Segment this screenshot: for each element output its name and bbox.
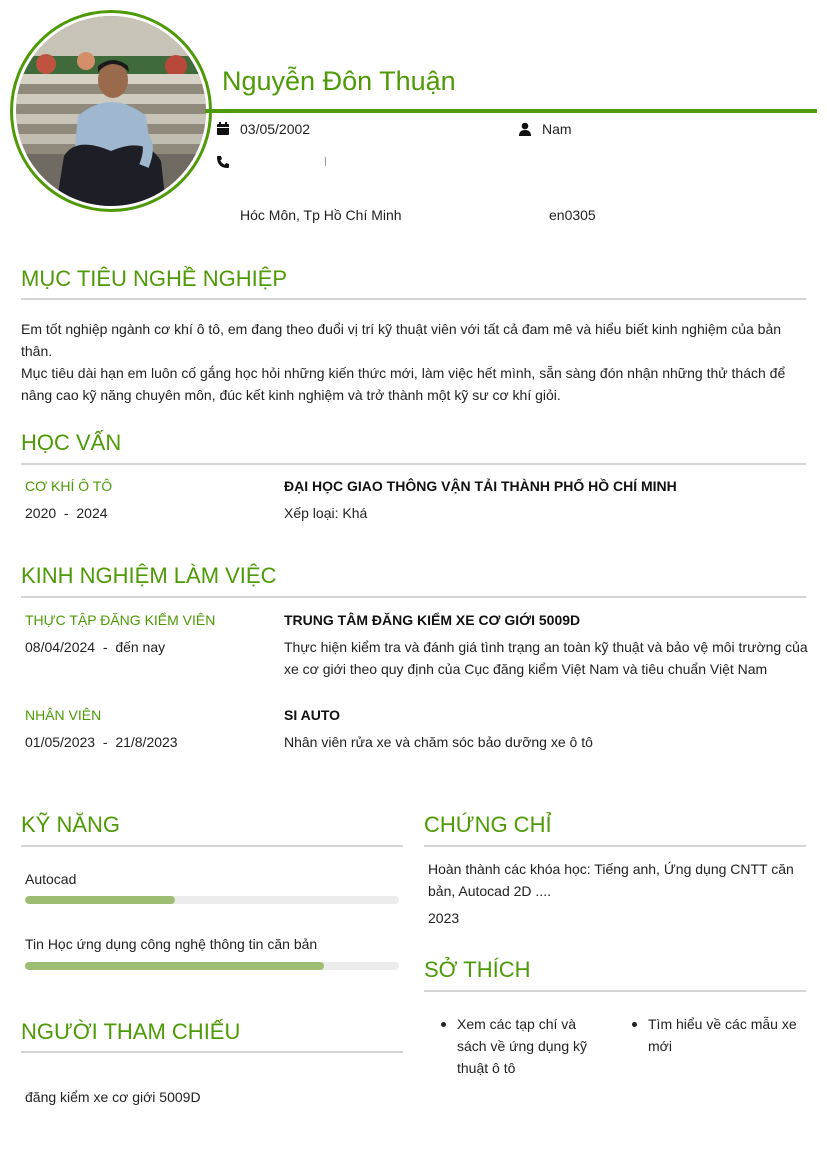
skill-bar-fill-1 <box>25 896 175 904</box>
hobby-item-1 <box>439 1013 609 1079</box>
skills-title: KỸ NĂNG <box>21 812 121 837</box>
experience-description-1: Thực hiện kiểm tra và đánh giá tình trạng an toàn kỹ thuật và bảo vệ môi trường của xe cơ giới theo quy định của Cục đăng kiểm Việt Nam và tiêu chuẩn Việt Nam <box>284 639 808 677</box>
certificate-year: 2023 <box>428 910 460 926</box>
skill-name-1: Autocad <box>25 871 77 887</box>
experience-start-2: 01/05/2023 <box>25 734 96 750</box>
experience-dates-2 <box>25 734 178 750</box>
hobby-text-1: Xem các tạp chí và sách về ứng dụng kỹ thuật ô tô <box>457 1016 588 1076</box>
education-divider <box>21 463 806 465</box>
skills-divider <box>21 845 403 847</box>
user-icon <box>517 121 533 137</box>
hobbies-title: SỞ THÍCH <box>424 957 531 982</box>
education-major: CƠ KHÍ Ô TÔ <box>25 478 113 494</box>
certificates-divider <box>424 845 806 847</box>
experience-description-2: Nhân viên rửa xe và chăm sóc bảo dưỡng xe ô tô <box>284 734 593 750</box>
reference-text: đăng kiểm xe cơ giới 5009D <box>25 1089 201 1105</box>
experience-title: KINH NGHIỆM LÀM VIỆC <box>21 563 277 588</box>
references-divider <box>21 1051 403 1053</box>
candidate-name: Nguyễn Đôn Thuận <box>222 66 456 96</box>
education-dates <box>25 505 108 521</box>
date-separator: - <box>98 734 112 750</box>
address-value: Hóc Môn, Tp Hồ Chí Minh <box>240 207 402 223</box>
gender-info <box>517 121 572 137</box>
experience-dates-1 <box>25 639 165 655</box>
avatar <box>16 16 206 206</box>
education-detail: Xếp loại: Khá <box>284 505 368 521</box>
objective-divider <box>21 298 806 300</box>
experience-position-1: THỰC TẬP ĐĂNG KIỂM VIÊN <box>25 612 216 628</box>
birthdate-value: 03/05/2002 <box>240 121 311 137</box>
experience-position-2: NHÂN VIÊN <box>25 707 102 723</box>
phone-field-cursor <box>325 157 326 166</box>
calendar-icon <box>215 121 231 137</box>
certificates-title: CHỨNG CHỈ <box>424 812 552 837</box>
bullet-icon <box>632 1022 637 1027</box>
experience-divider <box>21 596 806 598</box>
references-title: NGƯỜI THAM CHIẾU <box>21 1019 241 1044</box>
hobby-text-2: Tìm hiểu về các mẫu xe mới <box>648 1016 797 1054</box>
objective-text-1: Em tốt nghiệp ngành cơ khí ô tô, em đang theo đuổi vị trí kỹ thuật viên với tất cả đam mê và hiểu biết kinh nghiệm của bản thân. <box>21 321 782 359</box>
skill-bar-2 <box>25 962 399 970</box>
experience-start-1: 08/04/2024 <box>25 639 96 655</box>
experience-company-2: SI AUTO <box>284 707 341 723</box>
education-school: ĐẠI HỌC GIAO THÔNG VẬN TẢI THÀNH PHỐ HỒ CHÍ MINH <box>284 478 677 494</box>
bullet-icon <box>441 1022 446 1027</box>
phone-info <box>215 154 240 170</box>
experience-company-1: TRUNG TÂM ĐĂNG KIỂM XE CƠ GIỚI 5009D <box>284 612 581 628</box>
handle-value: en0305 <box>549 207 596 223</box>
date-separator: - <box>60 505 73 521</box>
gender-value: Nam <box>542 121 572 137</box>
birthdate-info <box>215 121 310 137</box>
experience-end-1: đến nay <box>115 639 166 655</box>
name-divider <box>205 109 817 113</box>
objective-title: MỤC TIÊU NGHỀ NGHIỆP <box>21 266 288 291</box>
date-separator: - <box>98 639 112 655</box>
education-title: HỌC VẤN <box>21 430 122 455</box>
education-end: 2024 <box>76 505 108 521</box>
education-start: 2020 <box>25 505 57 521</box>
skill-name-2: Tin Học ứng dụng công nghệ thông tin căn bản <box>25 936 318 952</box>
skill-bar-1 <box>25 896 399 904</box>
experience-end-2: 21/8/2023 <box>115 734 178 750</box>
objective-text-2: Mục tiêu dài hạn em luôn cố gắng học hỏi những kiến thức mới, làm việc hết mình, sẵn sàng đón nhận những thử thách để nâng cao kỹ năng chuyên môn, đúc kết kinh nghiệm và trở thành một kỹ sư cơ khí giỏi. <box>21 365 786 403</box>
hobbies-divider <box>424 990 806 992</box>
hobby-item-2 <box>630 1013 810 1057</box>
avatar-frame <box>10 10 212 212</box>
phone-icon <box>215 154 231 170</box>
skill-bar-fill-2 <box>25 962 324 970</box>
certificate-text: Hoàn thành các khóa học: Tiếng anh, Ứng dụng CNTT căn bản, Autocad 2D .... <box>428 861 794 899</box>
